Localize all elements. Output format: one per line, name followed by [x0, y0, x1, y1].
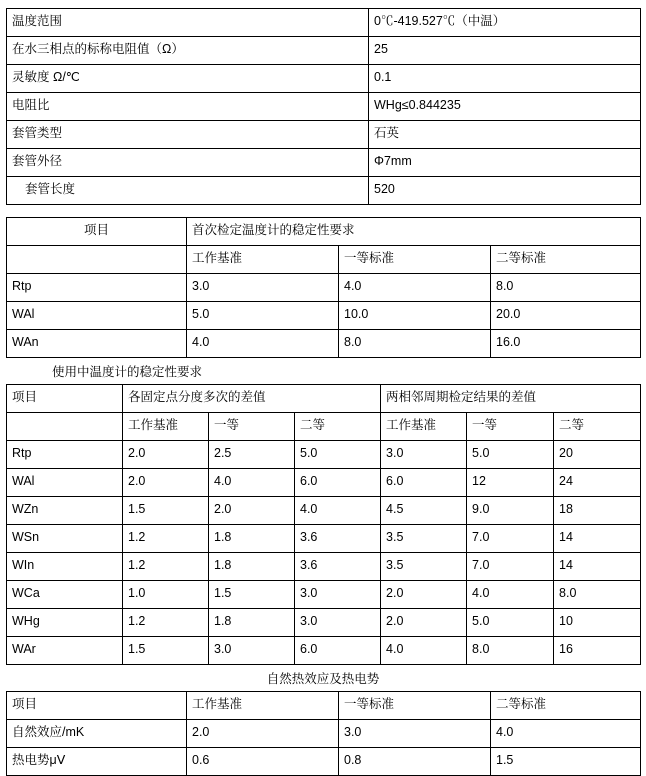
cell-value: 12 — [467, 469, 554, 497]
cell-value: 1.5 — [123, 637, 209, 665]
table-header-row — [7, 218, 641, 246]
spec-label: 灵敏度 Ω/℃ — [7, 65, 369, 93]
cell-value: 6.0 — [295, 469, 381, 497]
table-row — [7, 497, 641, 525]
section-spacer — [6, 205, 640, 217]
cell-value: 14 — [554, 553, 641, 581]
cell-value: 4.0 — [491, 720, 641, 748]
cell-value: 10.0 — [339, 302, 491, 330]
table-header-row — [7, 246, 641, 274]
row-label: 自然效应/mK — [7, 720, 187, 748]
cell-value: 20.0 — [491, 302, 641, 330]
column-header: 二等标准 — [491, 692, 641, 720]
item-header: 项目 — [7, 692, 187, 720]
table-row — [7, 581, 641, 609]
cell-value: 1.2 — [123, 553, 209, 581]
table-row — [7, 525, 641, 553]
cell-value: 5.0 — [295, 441, 381, 469]
cell-value: 7.0 — [467, 553, 554, 581]
cell-value: 3.5 — [381, 553, 467, 581]
row-label: WAr — [7, 637, 123, 665]
cell-value: 3.0 — [381, 441, 467, 469]
cell-value: 2.0 — [381, 581, 467, 609]
cell-value: 16.0 — [491, 330, 641, 358]
column-header: 一等 — [209, 413, 295, 441]
table-row — [7, 302, 641, 330]
cell-value: 2.0 — [209, 497, 295, 525]
cell-value: 3.0 — [339, 720, 491, 748]
row-label: WAl — [7, 302, 187, 330]
cell-value: 20 — [554, 441, 641, 469]
column-header: 工作基准 — [381, 413, 467, 441]
cell-value: 7.0 — [467, 525, 554, 553]
table-row — [7, 441, 641, 469]
cell-value: 1.8 — [209, 553, 295, 581]
table-row — [7, 553, 641, 581]
column-header: 二等 — [554, 413, 641, 441]
cell-value: 5.0 — [467, 441, 554, 469]
spec-value: 石英 — [369, 121, 641, 149]
table-row — [7, 121, 641, 149]
row-label: WAl — [7, 469, 123, 497]
cell-value: 1.0 — [123, 581, 209, 609]
column-header: 工作基准 — [123, 413, 209, 441]
spec-value: 0.1 — [369, 65, 641, 93]
first-verification-table — [6, 217, 641, 358]
row-label: WIn — [7, 553, 123, 581]
cell-value: 2.0 — [187, 720, 339, 748]
cell-value: 1.2 — [123, 609, 209, 637]
spec-label: 在水三相点的标称电阻值（Ω） — [7, 37, 369, 65]
cell-value: 16 — [554, 637, 641, 665]
table-row — [7, 330, 641, 358]
cell-value: 6.0 — [295, 637, 381, 665]
cell-value: 3.6 — [295, 553, 381, 581]
cell-value: 3.6 — [295, 525, 381, 553]
row-label: WCa — [7, 581, 123, 609]
cell-value: 3.0 — [295, 581, 381, 609]
mid-temp-table — [6, 384, 641, 665]
table-row — [7, 720, 641, 748]
cell-value: 4.0 — [209, 469, 295, 497]
thermal-caption: 自然热效应及热电势 — [266, 672, 380, 686]
cell-value: 1.8 — [209, 525, 295, 553]
cell-value: 18 — [554, 497, 641, 525]
table-header-row — [7, 692, 641, 720]
row-label: WSn — [7, 525, 123, 553]
cell-value: 3.0 — [187, 274, 339, 302]
table-row — [7, 274, 641, 302]
first-verification-title: 首次检定温度计的稳定性要求 — [187, 218, 641, 246]
spec-label: 温度范围 — [7, 9, 369, 37]
cell-value: 5.0 — [467, 609, 554, 637]
spec-value: 25 — [369, 37, 641, 65]
cell-value: 1.2 — [123, 525, 209, 553]
mid-temp-caption: 使用中温度计的稳定性要求 — [52, 365, 203, 379]
cell-value: 2.0 — [381, 609, 467, 637]
cell-value: 6.0 — [381, 469, 467, 497]
item-header: 项目 — [7, 385, 123, 413]
cell-value: 1.5 — [123, 497, 209, 525]
table-row — [7, 9, 641, 37]
group-header: 各固定点分度多次的差值 — [123, 385, 381, 413]
spec-label: 电阻比 — [7, 93, 369, 121]
empty-corner — [7, 413, 123, 441]
column-header: 工作基准 — [187, 692, 339, 720]
cell-value: 3.0 — [209, 637, 295, 665]
cell-value: 4.0 — [381, 637, 467, 665]
cell-value: 10 — [554, 609, 641, 637]
row-label: WHg — [7, 609, 123, 637]
column-header: 一等标准 — [339, 246, 491, 274]
table-header-row — [7, 413, 641, 441]
spec-label: 套管外径 — [7, 149, 369, 177]
item-header: 项目 — [7, 218, 187, 246]
cell-value: 1.5 — [491, 748, 641, 776]
cell-value: 2.0 — [123, 469, 209, 497]
cell-value: 5.0 — [187, 302, 339, 330]
spec-value: 0℃-419.527℃（中温） — [369, 9, 641, 37]
spec-value: Φ7mm — [369, 149, 641, 177]
cell-value: 14 — [554, 525, 641, 553]
cell-value: 4.0 — [467, 581, 554, 609]
table-row — [7, 177, 641, 205]
column-header: 二等标准 — [491, 246, 641, 274]
table-header-row — [7, 385, 641, 413]
cell-value: 4.0 — [295, 497, 381, 525]
spec-label: 套管长度 — [7, 177, 369, 205]
column-header: 一等 — [467, 413, 554, 441]
column-header: 二等 — [295, 413, 381, 441]
table-row — [7, 149, 641, 177]
cell-value: 1.8 — [209, 609, 295, 637]
table-row — [7, 748, 641, 776]
cell-value: 24 — [554, 469, 641, 497]
cell-value: 8.0 — [467, 637, 554, 665]
row-label: WAn — [7, 330, 187, 358]
spec-table — [6, 8, 641, 205]
row-label: Rtp — [7, 441, 123, 469]
table-row — [7, 37, 641, 65]
row-label: Rtp — [7, 274, 187, 302]
column-header: 工作基准 — [187, 246, 339, 274]
group-header: 两相邻周期检定结果的差值 — [381, 385, 641, 413]
row-label: WZn — [7, 497, 123, 525]
spec-value: WHg≤0.844235 — [369, 93, 641, 121]
column-header: 一等标准 — [339, 692, 491, 720]
spec-value: 520 — [369, 177, 641, 205]
cell-value: 3.0 — [295, 609, 381, 637]
cell-value: 0.6 — [187, 748, 339, 776]
cell-value: 4.0 — [339, 274, 491, 302]
row-label: 热电势μⅤ — [7, 748, 187, 776]
cell-value: 3.5 — [381, 525, 467, 553]
cell-value: 2.5 — [209, 441, 295, 469]
cell-value: 0.8 — [339, 748, 491, 776]
cell-value: 8.0 — [339, 330, 491, 358]
table-row — [7, 469, 641, 497]
table-row — [7, 609, 641, 637]
cell-value: 8.0 — [554, 581, 641, 609]
cell-value: 4.0 — [187, 330, 339, 358]
cell-value: 1.5 — [209, 581, 295, 609]
spec-label: 套管类型 — [7, 121, 369, 149]
table-row — [7, 65, 641, 93]
cell-value: 8.0 — [491, 274, 641, 302]
empty-corner — [7, 246, 187, 274]
cell-value: 9.0 — [467, 497, 554, 525]
thermal-table — [6, 691, 641, 776]
table-row — [7, 93, 641, 121]
cell-value: 2.0 — [123, 441, 209, 469]
cell-value: 4.5 — [381, 497, 467, 525]
